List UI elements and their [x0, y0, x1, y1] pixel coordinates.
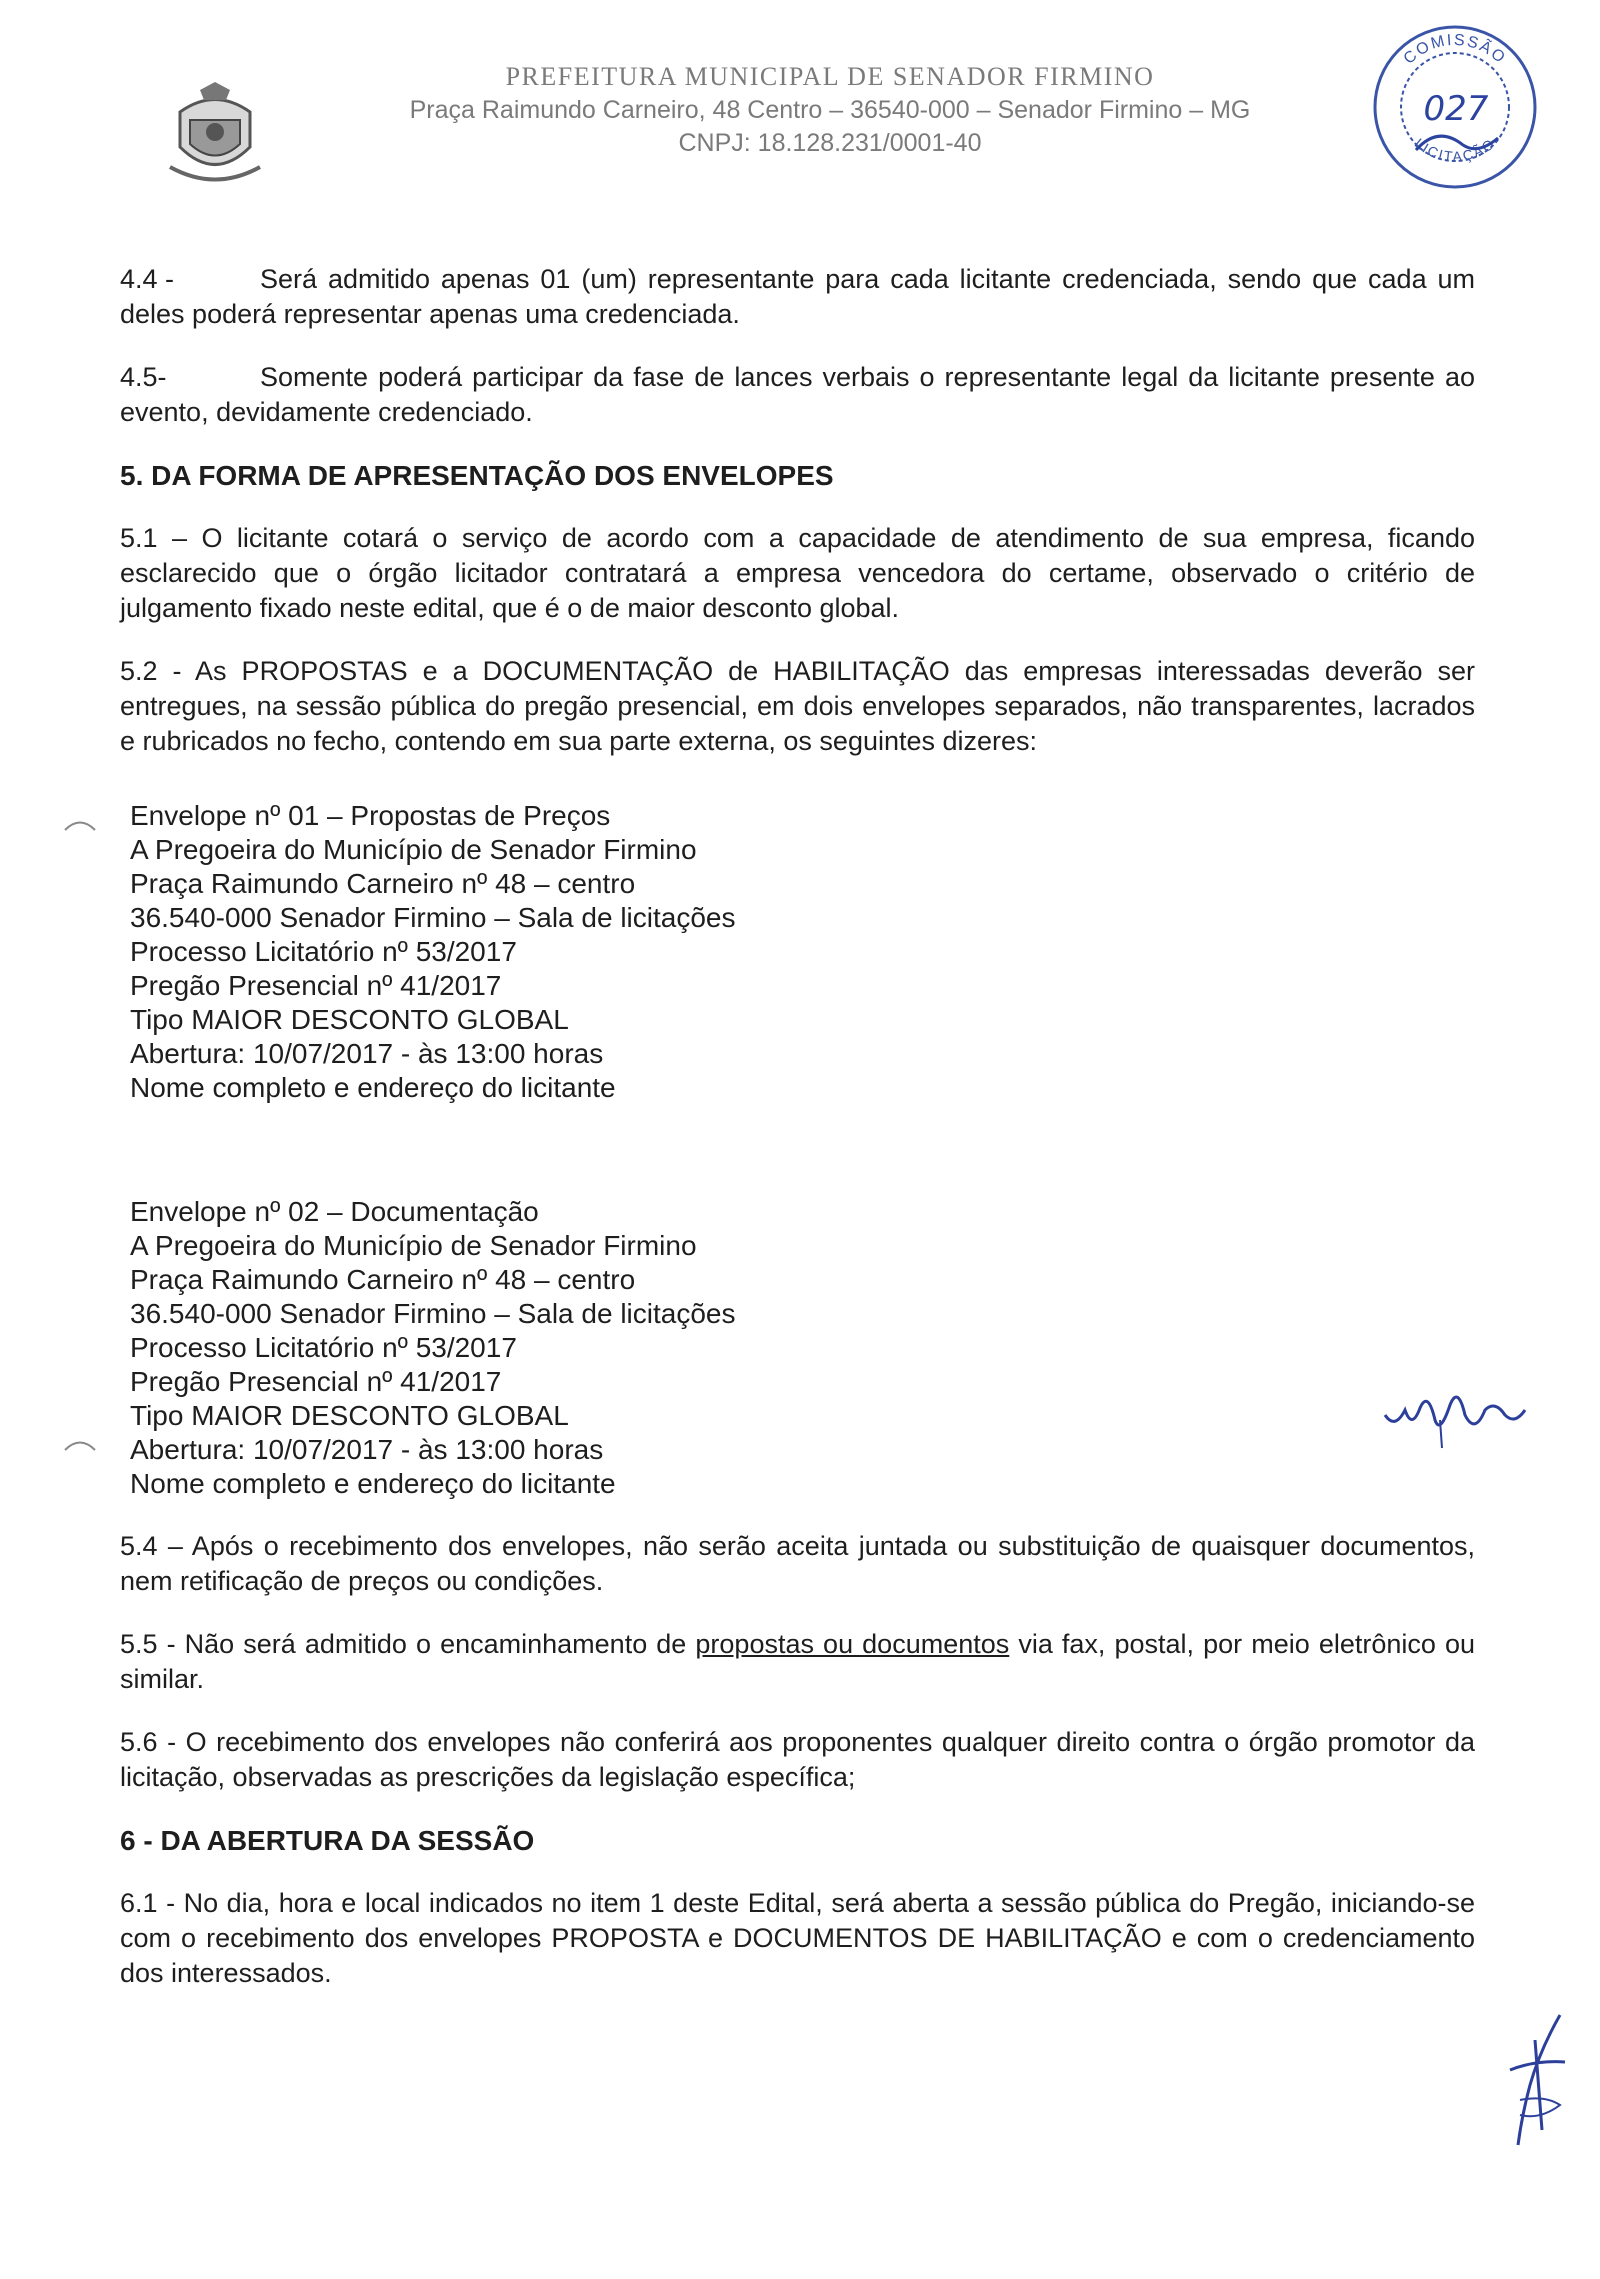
section-heading-6: 6 - DA ABERTURA DA SESSÃO	[120, 1825, 535, 1856]
underlined-text: propostas ou documentos	[695, 1629, 1010, 1659]
clause-4-5	[120, 360, 1475, 430]
margin-mark-icon	[60, 810, 100, 840]
envelope-line: A Pregoeira do Município de Senador Firmino	[130, 1230, 697, 1261]
envelope-line: 36.540-000 Senador Firmino – Sala de licitações	[130, 902, 736, 933]
seal-bottom-text: LICITAÇÃO	[1411, 134, 1499, 165]
envelope-line: Processo Licitatório nº 53/2017	[130, 1332, 517, 1363]
document-body	[120, 262, 1475, 1991]
envelope-line: A Pregoeira do Município de Senador Firmino	[130, 834, 697, 865]
envelope-line: Pregão Presencial nº 41/2017	[130, 970, 502, 1001]
clause-text: via fax, postal, por meio eletrônico ou similar.	[120, 1629, 1475, 1694]
envelope-line: Abertura: 10/07/2017 - às 13:00 horas	[130, 1038, 604, 1069]
envelope-line: Tipo MAIOR DESCONTO GLOBAL	[130, 1004, 569, 1035]
envelope-line: Praça Raimundo Carneiro nº 48 – centro	[130, 1264, 636, 1295]
clause-4-4	[120, 262, 1475, 332]
envelope-line: Processo Licitatório nº 53/2017	[130, 936, 517, 967]
envelope-line: Envelope nº 01 – Propostas de Preços	[130, 800, 611, 831]
signature-icon	[1380, 1380, 1530, 1450]
clause-text: Será admitido apenas 01 (um) representante para cada licitante credenciada, sendo que cada um deles poderá representar apenas uma credenciada.	[120, 264, 1475, 329]
municipality-address: Praça Raimundo Carneiro, 48 Centro – 36540-000 – Senador Firmino – MG	[409, 96, 1251, 124]
clause-text: 5.5 - Não será admitido o encaminhamento de	[120, 1629, 696, 1659]
seal-top-text: COMISSÃO	[1400, 31, 1510, 68]
envelope-1-block	[120, 799, 1475, 1105]
envelope-line: Tipo MAIOR DESCONTO GLOBAL	[130, 1400, 569, 1431]
commission-seal-icon	[1368, 20, 1543, 195]
envelope-2-block	[120, 1195, 1475, 1501]
clause-number: 4.4 -	[120, 264, 175, 294]
envelope-line: Praça Raimundo Carneiro nº 48 – centro	[130, 868, 636, 899]
envelope-line: Abertura: 10/07/2017 - às 13:00 horas	[130, 1434, 604, 1465]
clause-6-1: 6.1 - No dia, hora e local indicados no item 1 deste Edital, será aberta a sessão pública do Pregão, iniciando-se com o recebimento dos envelopes PROPOSTA e DOCUMENTOS DE HABILITAÇÃO e com o credenciamento dos interessados.	[120, 1888, 1475, 1988]
envelope-line: Nome completo e endereço do licitante	[130, 1468, 616, 1499]
clause-text: Somente poderá participar da fase de lances verbais o representante legal da licitante presente ao evento, devidamente credenciado.	[120, 362, 1475, 427]
section-heading-5: 5. DA FORMA DE APRESENTAÇÃO DOS ENVELOPES	[120, 460, 834, 491]
seal-number: 027	[1423, 89, 1489, 129]
envelope-line: Nome completo e endereço do licitante	[130, 1072, 616, 1103]
clause-5-4: 5.4 – Após o recebimento dos envelopes, não serão aceita juntada ou substituição de quaisquer documentos, nem retificação de preços ou condições.	[120, 1531, 1475, 1596]
clause-number: 4.5-	[120, 362, 167, 392]
letterhead	[330, 62, 1330, 158]
clause-5-1: 5.1 – O licitante cotará o serviço de acordo com a capacidade de atendimento de sua empresa, ficando esclarecido que o órgão licitador contratará a empresa vencedora do certame, observado o critério de julgamento fixado neste edital, que é o de maior desconto global.	[120, 523, 1475, 623]
envelope-line: Envelope nº 02 – Documentação	[130, 1196, 539, 1227]
municipal-crest-icon	[160, 82, 270, 192]
clause-5-6: 5.6 - O recebimento dos envelopes não conferirá aos proponentes qualquer direito contra o órgão promotor da licitação, observadas as prescrições da legislação específica;	[120, 1727, 1475, 1792]
clause-5-5	[120, 1627, 1475, 1697]
municipality-name: PREFEITURA MUNICIPAL DE SENADOR FIRMINO	[505, 62, 1155, 91]
envelope-line: Pregão Presencial nº 41/2017	[130, 1366, 502, 1397]
margin-mark-icon	[60, 1430, 100, 1460]
signature-icon	[1500, 2010, 1570, 2150]
clause-5-2: 5.2 - As PROPOSTAS e a DOCUMENTAÇÃO de HABILITAÇÃO das empresas interessadas deverão ser entregues, na sessão pública do pregão presencial, em dois envelopes separados, não transparentes, lacrados e rubricados no fecho, contendo em sua parte externa, os seguintes dizeres:	[120, 656, 1475, 756]
municipality-cnpj: CNPJ: 18.128.231/0001-40	[678, 129, 982, 157]
envelope-line: 36.540-000 Senador Firmino – Sala de licitações	[130, 1298, 736, 1329]
